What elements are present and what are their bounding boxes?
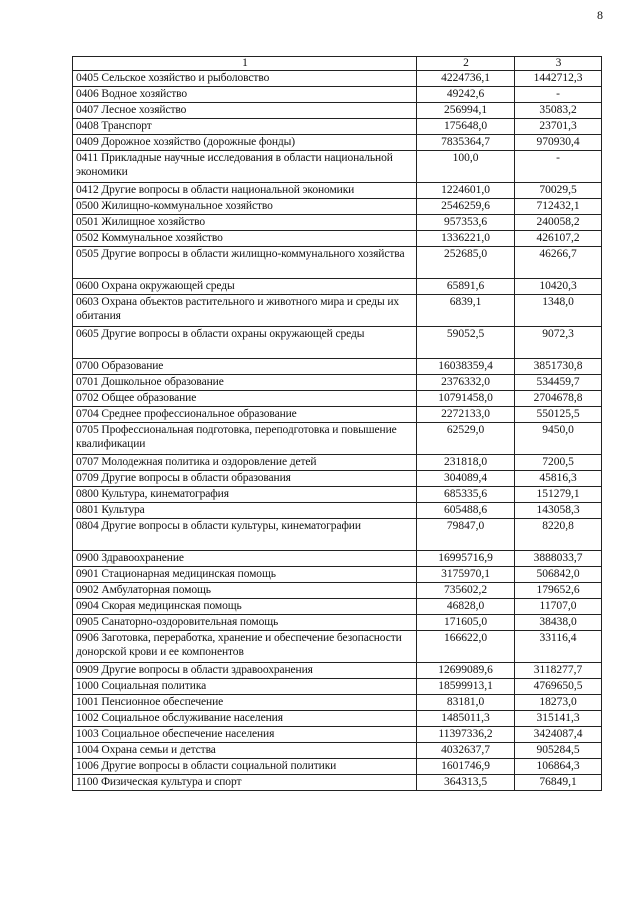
row-name-cell: 0603 Охрана объектов растительного и животного мира и среды их обитания [73,295,417,327]
row-value-col3: 426107,2 [515,231,602,247]
row-name-cell: 1000 Социальная политика [73,679,417,695]
table-row [73,615,602,631]
row-value-col2: 3175970,1 [417,567,515,583]
row-name-cell: 1002 Социальное обслуживание населения [73,711,417,727]
row-value-col2: 46828,0 [417,599,515,615]
table-row [73,151,602,183]
row-name-cell: 0500 Жилищно-коммунальное хозяйство [73,199,417,215]
row-value-col2: 65891,6 [417,279,515,295]
row-value-col2: 175648,0 [417,119,515,135]
row-value-col2: 16038359,4 [417,359,515,375]
row-value-col3: 18273,0 [515,695,602,711]
row-value-col2: 100,0 [417,151,515,183]
table-row [73,423,602,455]
row-value-col3: 179652,6 [515,583,602,599]
row-value-col2: 6839,1 [417,295,515,327]
row-value-col3: 3851730,8 [515,359,602,375]
row-value-col2: 59052,5 [417,327,515,359]
row-value-col2: 256994,1 [417,103,515,119]
table-row [73,487,602,503]
row-value-col2: 171605,0 [417,615,515,631]
row-value-col2: 11397336,2 [417,727,515,743]
table-row [73,135,602,151]
row-value-col3: 550125,5 [515,407,602,423]
row-name-cell: 0704 Среднее профессиональное образование [73,407,417,423]
table-row [73,503,602,519]
table-row [73,119,602,135]
row-value-col3: 10420,3 [515,279,602,295]
row-name-cell: 0900 Здравоохранение [73,551,417,567]
row-name-cell: 0804 Другие вопросы в области культуры, кинематографии [73,519,417,551]
row-name-cell: 0902 Амбулаторная помощь [73,583,417,599]
table-row [73,583,602,599]
row-value-col3: 2704678,8 [515,391,602,407]
row-value-col3: 3424087,4 [515,727,602,743]
row-value-col3: 151279,1 [515,487,602,503]
table-row [73,551,602,567]
table-row [73,199,602,215]
table-row [73,743,602,759]
table-row [73,711,602,727]
table-row [73,695,602,711]
table-header-row [73,57,602,71]
row-name-cell: 0605 Другие вопросы в области охраны окружающей среды [73,327,417,359]
row-value-col2: 62529,0 [417,423,515,455]
table-row [73,519,602,551]
row-value-col2: 957353,6 [417,215,515,231]
row-value-col3: 506842,0 [515,567,602,583]
row-name-cell: 0801 Культура [73,503,417,519]
table-row [73,407,602,423]
row-name-cell: 0505 Другие вопросы в области жилищно-коммунального хозяйства [73,247,417,279]
row-value-col3: 970930,4 [515,135,602,151]
row-value-col3: 9072,3 [515,327,602,359]
table-row [73,599,602,615]
table-row [73,183,602,199]
row-value-col2: 18599913,1 [417,679,515,695]
row-value-col3: 38438,0 [515,615,602,631]
row-name-cell: 0600 Охрана окружающей среды [73,279,417,295]
table-row [73,471,602,487]
header-col-3: 3 [515,57,602,71]
row-value-col2: 10791458,0 [417,391,515,407]
row-value-col3: 143058,3 [515,503,602,519]
row-value-col3: 1348,0 [515,295,602,327]
budget-table [72,56,602,791]
row-value-col3: 9450,0 [515,423,602,455]
row-value-col3: 46266,7 [515,247,602,279]
row-value-col2: 79847,0 [417,519,515,551]
row-name-cell: 0501 Жилищное хозяйство [73,215,417,231]
row-name-cell: 1003 Социальное обеспечение населения [73,727,417,743]
row-value-col2: 1601746,9 [417,759,515,775]
table-row [73,327,602,359]
row-name-cell: 0905 Санаторно-оздоровительная помощь [73,615,417,631]
row-value-col3: 45816,3 [515,471,602,487]
row-value-col2: 49242,6 [417,87,515,103]
table-row [73,455,602,471]
table-row [73,231,602,247]
row-value-col3: 712432,1 [515,199,602,215]
row-name-cell: 0705 Профессиональная подготовка, переподготовка и повышение квалификации [73,423,417,455]
table-row [73,391,602,407]
row-value-col3: 3888033,7 [515,551,602,567]
row-value-col3: 11707,0 [515,599,602,615]
row-value-col2: 166622,0 [417,631,515,663]
row-name-cell: 0406 Водное хозяйство [73,87,417,103]
row-value-col3: 23701,3 [515,119,602,135]
row-name-cell: 0409 Дорожное хозяйство (дорожные фонды) [73,135,417,151]
row-value-col2: 252685,0 [417,247,515,279]
row-value-col3: 905284,5 [515,743,602,759]
table-row [73,359,602,375]
row-name-cell: 0800 Культура, кинематография [73,487,417,503]
row-value-col3: 534459,7 [515,375,602,391]
row-name-cell: 0700 Образование [73,359,417,375]
row-name-cell: 0701 Дошкольное образование [73,375,417,391]
row-value-col2: 1485011,3 [417,711,515,727]
row-name-cell: 0407 Лесное хозяйство [73,103,417,119]
row-value-col2: 1224601,0 [417,183,515,199]
row-value-col3: 106864,3 [515,759,602,775]
row-name-cell: 1006 Другие вопросы в области социальной политики [73,759,417,775]
row-name-cell: 0901 Стационарная медицинская помощь [73,567,417,583]
row-value-col2: 2376332,0 [417,375,515,391]
row-name-cell: 0709 Другие вопросы в области образования [73,471,417,487]
table-row [73,87,602,103]
row-name-cell: 0702 Общее образование [73,391,417,407]
row-value-col2: 1336221,0 [417,231,515,247]
row-name-cell: 0408 Транспорт [73,119,417,135]
row-value-col3: 33116,4 [515,631,602,663]
row-value-col2: 4032637,7 [417,743,515,759]
row-value-col3: 4769650,5 [515,679,602,695]
row-value-col2: 364313,5 [417,775,515,791]
row-value-col3: 35083,2 [515,103,602,119]
row-value-col2: 7835364,7 [417,135,515,151]
table-row [73,679,602,695]
row-value-col3: 76849,1 [515,775,602,791]
row-value-col3: 70029,5 [515,183,602,199]
row-value-col2: 605488,6 [417,503,515,519]
header-col-1: 1 [73,57,417,71]
row-name-cell: 0906 Заготовка, переработка, хранение и обеспечение безопасности донорской крови и ее компонентов [73,631,417,663]
table-row [73,71,602,87]
table-row [73,247,602,279]
table-row [73,567,602,583]
table-row [73,759,602,775]
row-value-col3: 1442712,3 [515,71,602,87]
row-name-cell: 0909 Другие вопросы в области здравоохранения [73,663,417,679]
table-row [73,295,602,327]
row-value-col3: 3118277,7 [515,663,602,679]
row-name-cell: 1004 Охрана семьи и детства [73,743,417,759]
row-value-col2: 231818,0 [417,455,515,471]
table-row [73,279,602,295]
row-name-cell: 0411 Прикладные научные исследования в области национальной экономики [73,151,417,183]
table-row [73,631,602,663]
row-value-col2: 2272133,0 [417,407,515,423]
row-value-col2: 304089,4 [417,471,515,487]
row-value-col2: 2546259,6 [417,199,515,215]
page-number: 8 [597,8,603,22]
row-name-cell: 1100 Физическая культура и спорт [73,775,417,791]
row-value-col2: 735602,2 [417,583,515,599]
row-name-cell: 1001 Пенсионное обеспечение [73,695,417,711]
row-value-col2: 12699089,6 [417,663,515,679]
table-row [73,775,602,791]
row-name-cell: 0405 Сельское хозяйство и рыболовство [73,71,417,87]
row-name-cell: 0502 Коммунальное хозяйство [73,231,417,247]
row-value-col3: - [515,87,602,103]
row-value-col3: 8220,8 [515,519,602,551]
row-value-col3: 7200,5 [515,455,602,471]
row-value-col2: 4224736,1 [417,71,515,87]
row-value-col3: 240058,2 [515,215,602,231]
row-value-col2: 685335,6 [417,487,515,503]
table-row [73,375,602,391]
table-row [73,215,602,231]
row-value-col2: 16995716,9 [417,551,515,567]
table-row [73,103,602,119]
header-col-2: 2 [417,57,515,71]
row-name-cell: 0412 Другие вопросы в области национальной экономики [73,183,417,199]
table-row [73,727,602,743]
row-name-cell: 0904 Скорая медицинская помощь [73,599,417,615]
row-name-cell: 0707 Молодежная политика и оздоровление детей [73,455,417,471]
row-value-col2: 83181,0 [417,695,515,711]
row-value-col3: - [515,151,602,183]
row-value-col3: 315141,3 [515,711,602,727]
table-row [73,663,602,679]
